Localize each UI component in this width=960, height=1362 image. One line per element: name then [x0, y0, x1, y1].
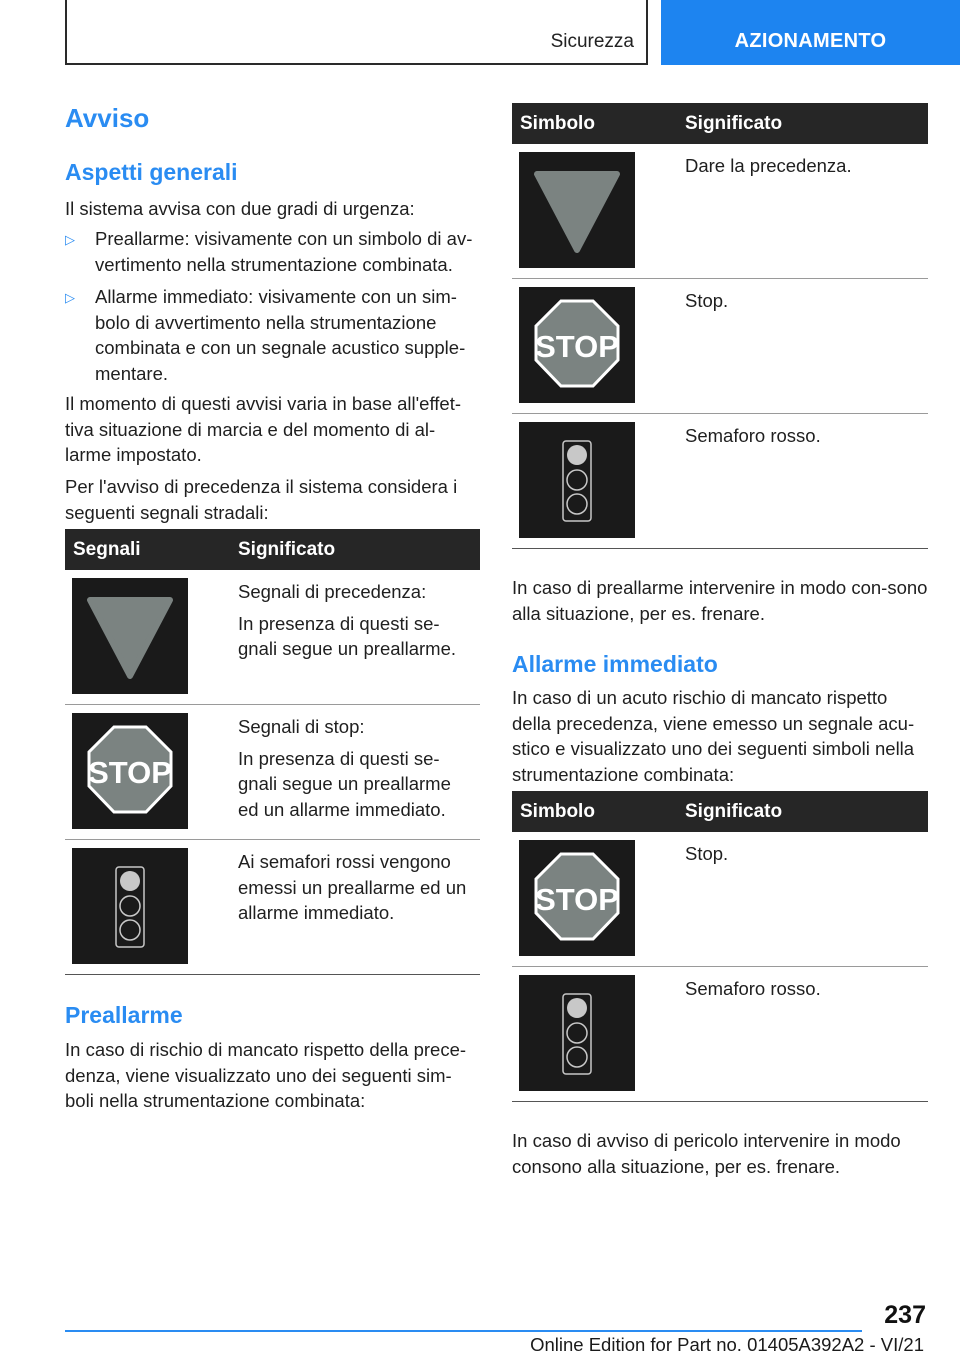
immediate-alarm-paragraph: In caso di un acuto rischio di mancato rispetto della precedenza, viene emesso un segnale acu-stico e visualizzato uno dei seguenti simboli nella strumentazione combinata:	[512, 687, 915, 785]
table-header-meaning: Significato	[685, 113, 783, 134]
page-title: Avviso	[65, 103, 150, 133]
yield-sign-icon	[519, 152, 635, 268]
table-header-meaning: Significato	[238, 539, 336, 560]
danger-action-paragraph: In caso di avviso di pericolo intervenire in modo consono alla situazione, per es. frenare.	[512, 1130, 901, 1177]
meaning-line: In presenza di questi se-gnali segue un preallarme.	[238, 612, 457, 659]
stop-sign-text: STOP	[88, 755, 172, 790]
bullet-item	[65, 226, 480, 278]
table-cell-meaning	[238, 714, 472, 822]
prealarm-action-paragraph: In caso di preallarme intervenire in modo con-sono alla situazione, per es. frenare.	[512, 577, 928, 624]
signs-table	[65, 529, 480, 976]
table-cell-meaning: Dare la precedenza.	[685, 155, 852, 176]
table-cell-meaning: Semaforo rosso.	[685, 425, 821, 446]
section-heading-immediate-alarm: Allarme immediato	[512, 651, 718, 677]
triangle-bullet-icon: ▷	[65, 232, 75, 247]
page-number: 237	[884, 1301, 926, 1329]
table-cell-meaning: Stop.	[685, 290, 729, 311]
header-section-label: Sicurezza	[550, 31, 634, 52]
meaning-line: Segnali di precedenza:	[238, 581, 427, 602]
table-row	[65, 705, 480, 840]
table-row	[512, 967, 928, 1102]
table-header-symbol: Simbolo	[520, 113, 595, 134]
table-header-signals: Segnali	[73, 539, 141, 560]
timing-paragraph: Il momento di questi avvisi varia in base all'effet-tiva situazione di marcia e del momento di al-larme impostato.	[65, 393, 461, 465]
meaning-line: Ai semafori rossi vengono emessi un preallarme ed un allarme immediato.	[238, 851, 467, 923]
table-header	[512, 791, 928, 832]
stop-sign-icon	[519, 840, 635, 956]
footer-divider	[65, 1330, 862, 1332]
prealarm-symbols-table	[512, 103, 928, 550]
yield-sign-icon	[72, 578, 188, 694]
table-cell-meaning: Semaforo rosso.	[685, 978, 821, 999]
header-chapter-label: AZIONAMENTO	[734, 30, 887, 52]
table-header-symbol: Simbolo	[520, 801, 595, 822]
table-row	[512, 144, 928, 279]
table-cell-meaning: Stop.	[685, 843, 729, 864]
table-header	[65, 529, 480, 570]
table-header-meaning: Significato	[685, 801, 783, 822]
bullet-item	[65, 284, 480, 386]
header-chapter-tab	[661, 0, 960, 65]
table-cell-meaning	[238, 849, 472, 926]
traffic-light-icon	[72, 848, 188, 964]
stop-sign-icon	[72, 713, 188, 829]
footer-edition: Online Edition for Part no. 01405A392A2 - VI/21	[530, 1334, 924, 1355]
triangle-bullet-icon: ▷	[65, 290, 75, 305]
bullet-text: Preallarme: visivamente con un simbolo di av-vertimento nella strumentazione combinata.	[95, 228, 473, 275]
meaning-line: Segnali di stop:	[238, 716, 365, 737]
immediate-alarm-symbols-table	[512, 791, 928, 1103]
intro-text: Il sistema avvisa con due gradi di urgenza:	[65, 198, 415, 219]
stop-sign-icon	[519, 287, 635, 403]
signs-paragraph: Per l'avviso di precedenza il sistema considera i seguenti segnali stradali:	[65, 476, 458, 523]
stop-sign-text: STOP	[535, 329, 619, 364]
meaning-line: In presenza di questi se-gnali segue un preallarme ed un allarme immediato.	[238, 747, 451, 820]
prealarm-paragraph: In caso di rischio di mancato rispetto della prece-denza, viene visualizzato uno dei seguenti sim-boli nella strumentazione combinata:	[65, 1039, 467, 1111]
table-row	[512, 279, 928, 414]
table-row	[65, 570, 480, 705]
table-row	[65, 840, 480, 975]
table-cell-meaning	[238, 579, 472, 662]
table-header	[512, 103, 928, 144]
traffic-light-icon	[519, 422, 635, 538]
traffic-light-icon	[519, 975, 635, 1091]
section-heading-general: Aspetti generali	[65, 159, 238, 185]
bullet-text: Allarme immediato: visivamente con un sim-bolo di avvertimento nella strumentazione combinata e con un segnale acustico supple-mentare.	[95, 286, 466, 384]
table-row	[512, 414, 928, 549]
header-section-box	[65, 0, 648, 65]
stop-sign-text: STOP	[535, 882, 619, 917]
table-row	[512, 832, 928, 967]
section-heading-prealarm: Preallarme	[65, 1002, 183, 1028]
